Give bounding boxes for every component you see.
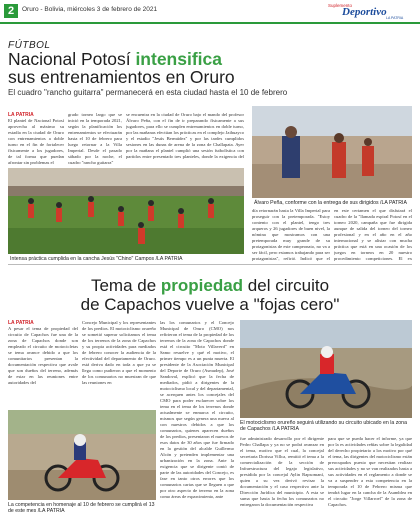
article2-headline [14,276,406,314]
article2-byline: LA PATRIA [8,320,34,326]
section-divider [8,264,412,265]
headline-part1: Nacional Potosí [8,49,136,69]
article1-subhead: El cuadro "rancho guitarra" permanecerá en esta ciudad hasta el 10 de febrero [8,88,288,97]
photo1-caption-text: Intensa práctica cumplida en la cancha Jesús "Chino" Campos [10,256,155,262]
section-kicker: FÚTBOL [8,40,51,51]
photo2-credit: /LA PATRIA [380,200,407,206]
headline2-line2: de Capachos vuelve a "fojas cero" [80,295,340,314]
circuit-photo [240,320,412,418]
logo-tagline: LA PATRIA [386,16,404,20]
motocross-photo [8,410,156,500]
logo-name: Deportivo [342,6,387,18]
photo1-credit: /LA PATRIA [155,256,183,262]
article1-col5-text: en este certamen el que disfutará el cuadro de la "llamada espiral Potosí en el torneo 2020, campaña que fue dirigida aunque de salida del torneo del torneo profesional y en el año en el año internacional y se alistar con mucha práctica que está en una ocasión de los juegos en torneos en 20 nuestro procedimiento competiciones. El ex [334,208,412,261]
supplement-logo [328,3,414,21]
headline2-highlight: propiedad [160,276,244,295]
article1-col1-text: El plantel de Nacional Potosí aprovecha al máximo su estadía en la ciudad de Oruro con entrenamientos a doble turno en el fin de fortalecer físicamente a los jugadores, de tal forma que puedan afrontar sin problemas el [8,118,64,165]
dateline: Oruro - Bolivia, miércoles 3 de febrero de 2021 [22,6,158,13]
article2-col2-text: Concejo Municipal y los representantes de los predios. El motociclismo orureño se sometió superar solicitamos el tema de los terrenos de la zona de Capachos y su propia actividades para mediados de febrero conocer la audiencia de la efectividad del departamento de Oruro. está deriva dado en toda a que ya se llega como pudieron a que el momento de los comunarios no muestran de que las reuniones en [82,320,156,385]
article2-column-1 [8,320,78,408]
photo2-caption-text: Álvaro Peña, conforme con la entrega de sus dirigidos [254,200,379,206]
article1-col3-text-top: se encuentra en la ciudad de Oruro bajo el mando del profesor Álvaro Peña, con el fin de ir preparando físicamente a sus jugadores, para ello se cumplen entrenamientos en doble turno, por las mañanas efectúan los prácticas en el complejo Jaihuayco y el estadio "Jesús Bermúdez" y por las tardes cumplidos sesiones en las dunas de arena de la zona de Challapata. Ayer por la mañana el plantel cumplió una sesión futbolística con partidos entre presentado tres planteles, donde la exigencia del [126,112,244,159]
photo2-caption [254,200,414,206]
headline-part2: sus entrenamientos en Oruro [8,67,235,87]
coach-photo [252,106,412,198]
photo4-caption [240,420,412,432]
article1-headline [8,50,388,86]
photo3-credit: /LA PATRIA [37,508,65,514]
article1-byline: LA PATRIA [8,112,34,118]
article2-col5-text: para que se pueda hacer el informe, ya que por la es actividades reñías sobre la legalidad del derecho propietario a los motivo por qué el tema, las dirigentes del motociclismo están preocupados puesto que necesitan realizar sus actividades y no se van realizados hasta a sus actividades en el reglamento a donde se va a suspender a esta competencia en la temporada el 10 de Febrero misma que tendrá lugar en la cancha de la Asamblea en el circuito "Jorge Villarroel" de la zona de Capachos. [328,436,412,507]
photo4-caption-text: El motociclismo orureño seguirá utilizando su circuito ubicado en la zona de Capachos [240,420,407,432]
photo3-caption-text: La competencia en homenaje al 10 de febrero se cumplirá el 13 de este mes [8,502,155,514]
article2-col1-text: A pesar el tema de propiedad del circuito de Capachos fue una de la zona de Capachos donde son empleado el circuito de motocicletas se tema avance debido a que los comunitarios presentan la documentación respectiva que avale que son dueños del terreno, además de estar en las reuniones entre autoridades del [8,326,78,385]
article1-col2-text: grado torneo largo que se inició en la temporada 2021, según la planificación los entrenamientos se efectuarán hasta el 10 de febrero para luego retornar a la Villa Imperial. Desde el pasado sábado por la noche, el cuadro "rancho guitarra" [68,112,122,165]
article2-col3-text: las los comunarios y el Concejo Municipal de Oruro (CMO) nos refirieron el tema de la propiedad de los terrenos de la zona de Capachos donde está el circuito "Moto Villaverd" en Samo resuelve y qué el motivo, el primer tiempo es a un punta muerta. El presidente de la Asociación Municipal del Deporte de Oruro (Asmudep), José Sandoval, explicó que la fecha de mediados, pidió a dirigentes de la motociclismo local y del departamental, se acerquen antes los concejales del CMO para poder esclarecer sobre los tema en el tema de los terrenos donde actualmente se enmarca el circuito, mismos que según genera una nueva al con nuestros debidos a que los comunarios, quienes aparecen dueños de los predios, presentaron el nuevos de esos datos de 30 años que fue firmado en la gestión del alcalde Guillermo Alcón y pretenden implementar una urbanización en la zona. Ante la exigencia que se dirigente contó de parte de las autoridades del Concejo, es fase en tanto otros errores que los comunarios cartas que se lleguen a que por otro aspecto de terreno en la zona como áreas de esparcimiento, ante [160,320,234,499]
photo3-caption [8,502,158,514]
photo1-caption [10,256,182,262]
headline2-part2: del circuito [243,276,330,295]
training-photo [8,168,244,254]
article1-col4-text: día retornarán hasta la Villa Imperial para proseguir con la pretemporada. "Estoy contento con el plantel, tengo tres arqueros y 26 jugadores de buen nivel, la nómina que mostramos con una pretemporada muy grande de su protagonistas de este campeonato, no va a ser fácil, pero estamos trabajando para ser protagonistas", refirió. Indicó que el [252,208,330,261]
page-number: 2 [4,4,18,18]
logo-supplement-label: Suplemento [328,3,353,8]
headline-highlight: intensifica [135,49,222,69]
headline2-part1: Tema de [90,276,161,295]
photo4-credit: /LA PATRIA [272,426,299,432]
article2-col4-text: fue administrado desarrollo por el dirigente Pedro Challapa y ya no se podrá avanzar en el tema, motivo que el cual, la concejal secretaria Dorissa Villca, remitió el tema a la comercialización de la sección de Infraestructura del legajo legislativo, presidida por la concejal Aylin Rapsomaní, quien a su vez derivó revisar la documentación y el caso respectivo ante la Dirección Jurídica del municipio. A esta se suma que hasta la fecha los comunarios no entregaron la documentación respectiva [240,436,324,507]
